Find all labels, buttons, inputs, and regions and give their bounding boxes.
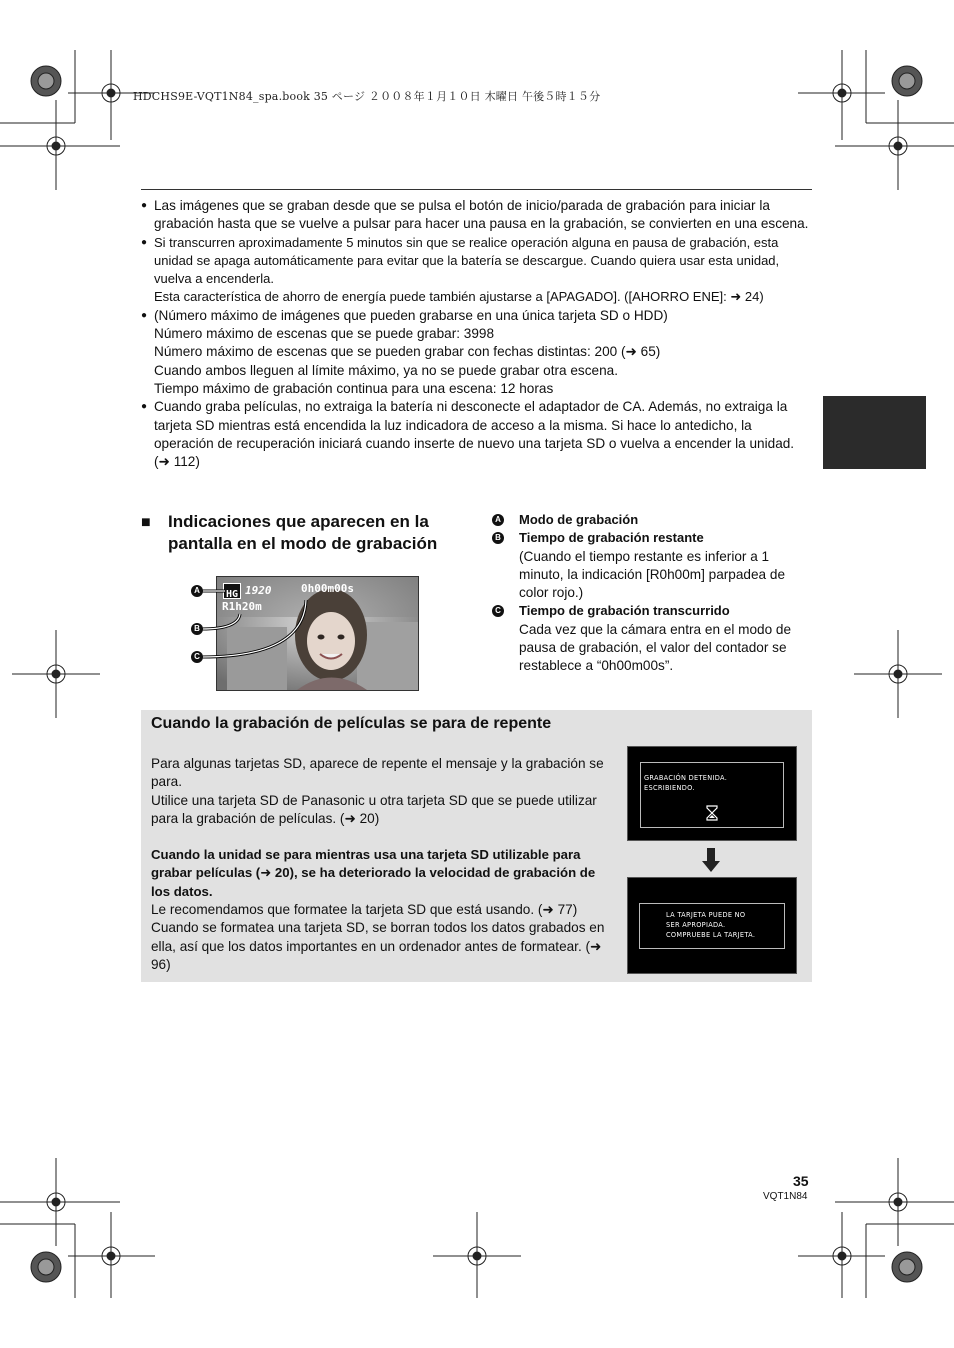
screen-message-line: COMPRUEBE LA TARJETA. <box>666 931 756 939</box>
marker-b: B <box>191 623 203 635</box>
note-text: Cuando graba películas, no extraiga la batería ni desconecte el adaptador de CA. Además, no extraiga la tarjeta SD mientras está encendida la luz indicadora de acceso a la misma. Si hace lo antedicho, la operación de recuperación iniciará cuando inserte de nuevo una tarjeta SD o vuelva a encender la unidad. (➜ 112) <box>154 399 795 470</box>
top-rule <box>141 189 812 190</box>
note-text: Esta característica de ahorro de energía puede también ajustarse a [APAGADO]. ([AHORRO ENE]: ➜ 24) <box>154 289 764 305</box>
list-item <box>492 511 822 529</box>
paragraph: Para algunas tarjetas SD, aparece de repente el mensaje y la grabación se para. <box>151 756 604 790</box>
note-text: (Número máximo de imágenes que pueden grabarse en una única tarjeta SD o HDD) <box>154 307 668 323</box>
info-box-text <box>151 755 611 974</box>
note-text: Número máximo de escenas que se puede grabar: 3998 <box>154 326 495 342</box>
bullet-icon: ● <box>141 236 148 248</box>
marker-a: A <box>492 514 504 526</box>
screen-message-line: GRABACIÓN DETENIDA. <box>644 774 728 782</box>
list-item <box>492 602 822 675</box>
legend-title: Tiempo de grabación transcurrido <box>519 603 730 619</box>
note-text: Si transcurren aproximadamente 5 minutos sin que se realice operación alguna en pausa de grabación, esta unidad se apaga automáticamente para evitar que la batería se descargue. Cuando quiera usar esta unidad, vuelva a encenderla. <box>154 234 780 287</box>
list-item <box>141 307 813 398</box>
list-item <box>141 197 813 234</box>
hourglass-icon <box>706 805 718 821</box>
info-box-title: Cuando la grabación de películas se para de repente <box>151 715 552 732</box>
square-icon: ■ <box>141 514 151 531</box>
note-text: Tiempo máximo de grabación continua para una escena: 12 horas <box>154 380 554 396</box>
list-item <box>141 398 813 471</box>
down-arrow-icon <box>702 848 720 872</box>
print-header: HDCHS9E-VQT1N84_spa.book 35 ページ ２００８年１月１０日 木曜日 午後５時１５分 <box>133 90 601 103</box>
legend-title: Tiempo de grabación restante <box>519 530 704 546</box>
bullet-icon: ● <box>141 200 148 211</box>
recording-mode-value: 1920 <box>245 584 272 597</box>
message-screen-1 <box>627 746 797 841</box>
screen-message-line: SER APROPIADA. <box>666 921 726 929</box>
legend-list <box>492 511 822 676</box>
note-text: Número máximo de escenas que se pueden grabar con fechas distintas: 200 (➜ 65) <box>154 344 661 360</box>
mode-badge: HG <box>223 583 241 599</box>
chapter-tab <box>823 396 926 469</box>
legend-body: Cada vez que la cámara entra en el modo de pausa de grabación, el valor del contador se restablece a “0h00m00s”. <box>519 621 792 674</box>
screen-message-line: LA TARJETA PUEDE NO <box>666 911 746 919</box>
message-screen-2 <box>627 877 797 974</box>
paragraph-bold: Cuando la unidad se para mientras usa una tarjeta SD utilizable para grabar películas (➜ 20), se ha deteriorado la velocidad de grabación de los datos. <box>151 847 596 899</box>
note-text: Las imágenes que se graban desde que se pulsa el botón de inicio/parada de grabación para iniciar la grabación hasta que se vuelve a pulsar para hacer una pausa en la grabación, se convierten en una escena. <box>154 198 809 232</box>
elapsed-time: 0h00m00s <box>301 582 354 595</box>
notes-list <box>141 197 813 471</box>
page-number: 35 <box>793 1173 809 1189</box>
remaining-time: R1h20m <box>222 600 262 613</box>
note-text: Cuando ambos lleguen al límite máximo, ya no se puede grabar otra escena. <box>154 362 618 378</box>
marker-b: B <box>492 532 504 544</box>
marker-c: C <box>191 651 203 663</box>
legend-title: Modo de grabación <box>519 512 639 527</box>
list-item <box>141 234 813 307</box>
marker-a: A <box>191 585 203 597</box>
section-title: Indicaciones que aparecen en la pantalla en el modo de grabación <box>168 512 438 553</box>
marker-c: C <box>492 605 504 617</box>
document-code: VQT1N84 <box>763 1191 808 1202</box>
paragraph: Le recomendamos que formatee la tarjeta SD que está usando. (➜ 77) Cuando se formatea una tarjeta SD, se borran todos los datos grabados en ella, así que los datos importantes en un ordenador antes de formatear. (➜ 96) <box>151 902 605 972</box>
list-item <box>492 529 822 602</box>
legend-body: (Cuando el tiempo restante es inferior a 1 minuto, la indicación [R0h00m] parpadea de color rojo.) <box>519 548 786 601</box>
bullet-icon: ● <box>141 309 148 321</box>
screen-message-line: ESCRIBIENDO. <box>644 784 695 792</box>
bullet-icon: ● <box>141 401 148 413</box>
paragraph: Utilice una tarjeta SD de Panasonic u otra tarjeta SD que se puede utilizar para la grabación de películas. (➜ 20) <box>151 792 597 826</box>
callout-lines <box>190 580 330 670</box>
